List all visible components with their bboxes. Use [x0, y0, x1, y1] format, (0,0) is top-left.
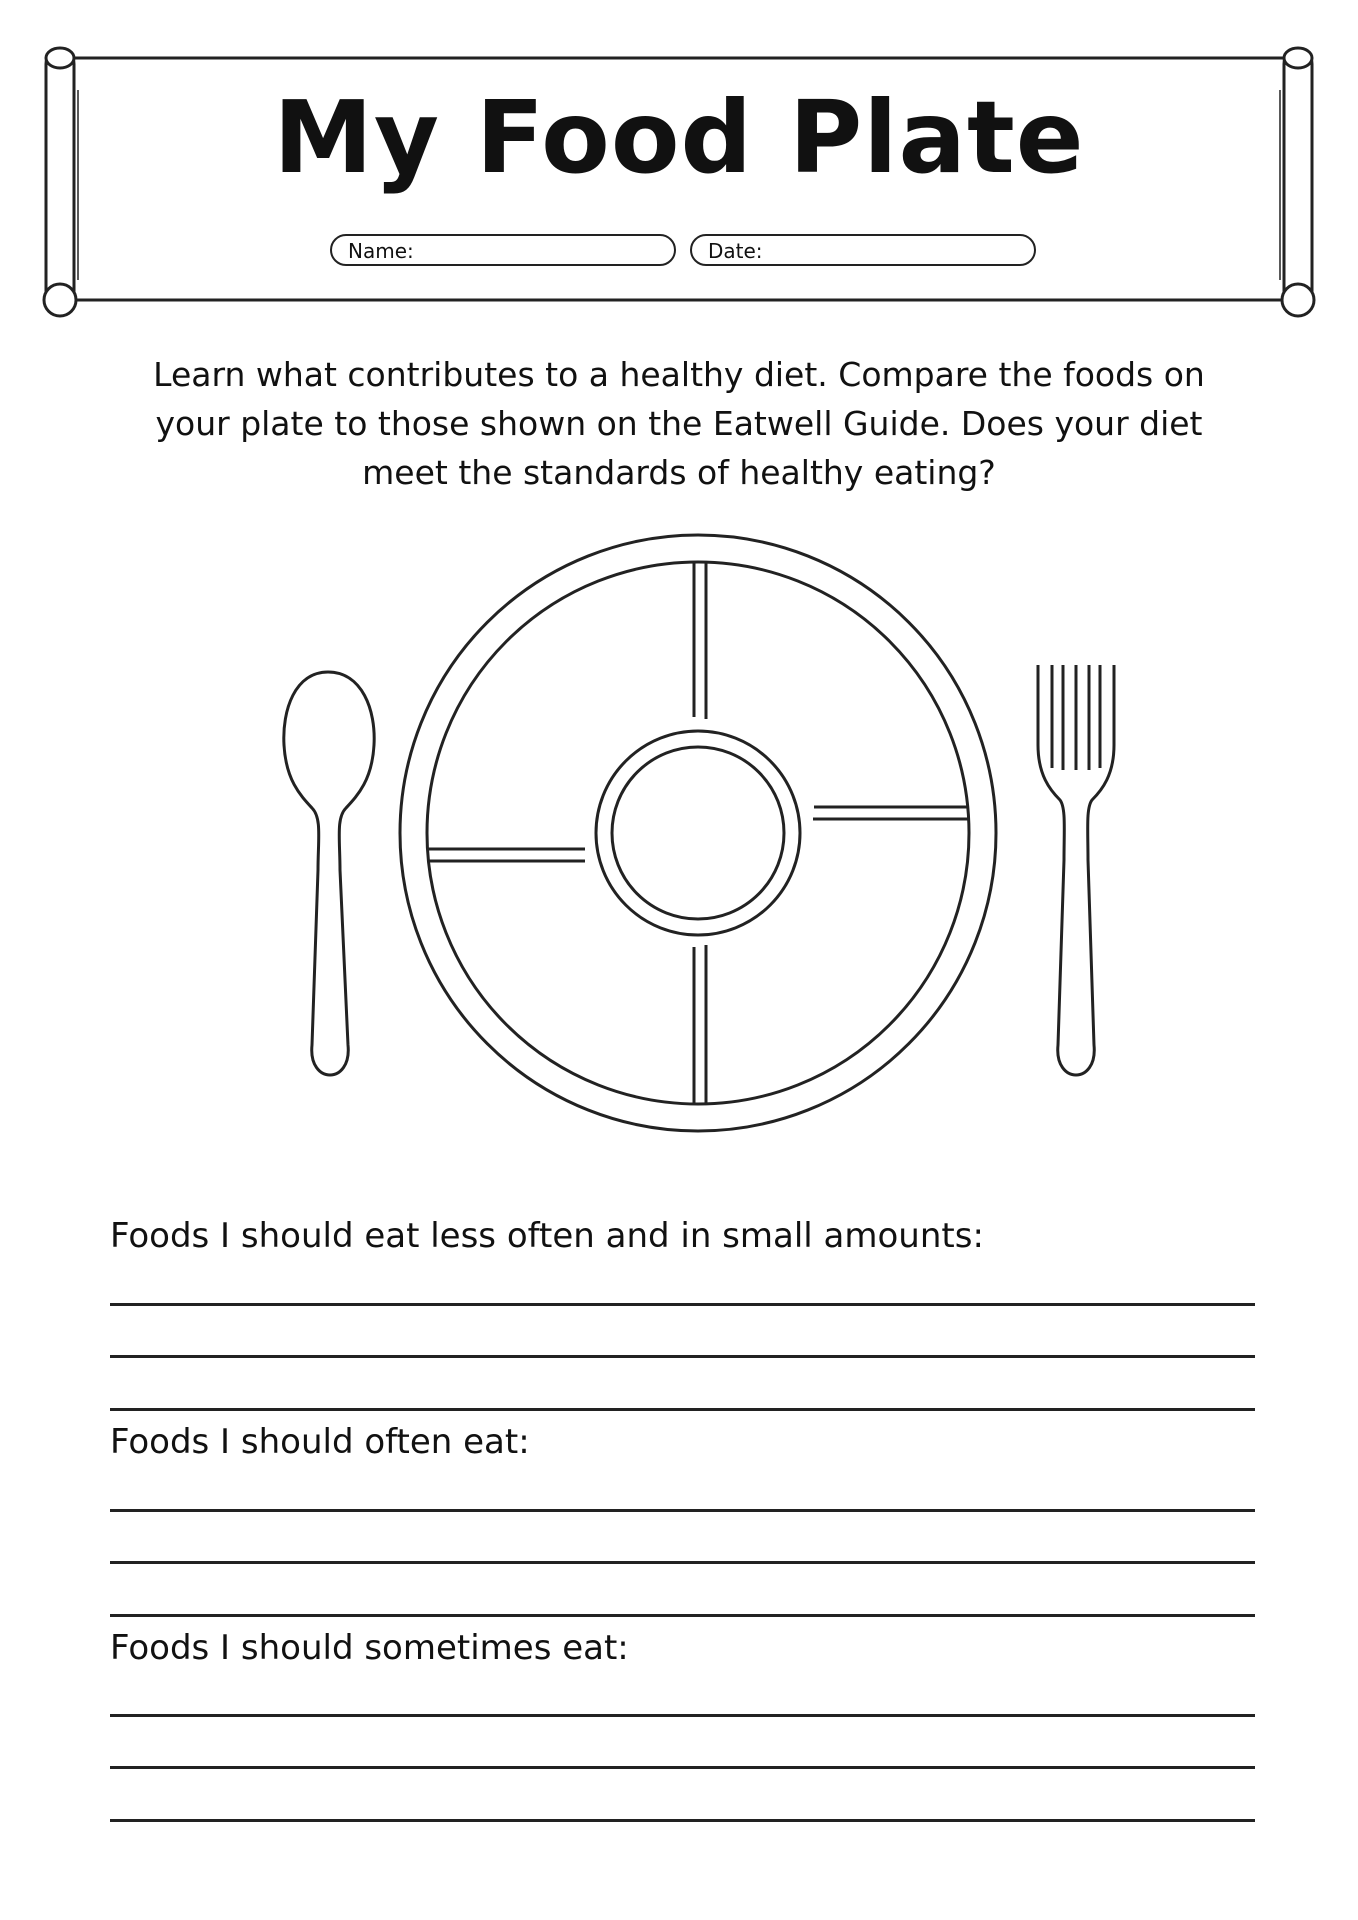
answer-line[interactable] [110, 1408, 1255, 1411]
section-label-less-often: Foods I should eat less often and in small amounts: [110, 1216, 984, 1256]
answer-line[interactable] [110, 1509, 1255, 1512]
answer-line[interactable] [110, 1766, 1255, 1769]
instructions-line: Learn what contributes to a healthy diet. Compare the foods on [153, 355, 1205, 394]
instructions-line: meet the standards of healthy eating? [362, 453, 996, 492]
plate-illustration [0, 510, 1358, 1150]
answer-line[interactable] [110, 1303, 1255, 1306]
section-label-often: Foods I should often eat: [110, 1422, 530, 1462]
instructions [100, 350, 1258, 497]
name-field[interactable] [330, 234, 676, 266]
answer-line[interactable] [110, 1819, 1255, 1822]
date-field[interactable] [690, 234, 1036, 266]
answer-line[interactable] [110, 1614, 1255, 1617]
instructions-line: your plate to those shown on the Eatwell Guide. Does your diet [155, 404, 1203, 443]
fork-icon [1038, 665, 1114, 1075]
name-label: Name: [348, 239, 414, 263]
plate-icon [400, 535, 996, 1131]
date-label: Date: [708, 239, 763, 263]
answer-line[interactable] [110, 1355, 1255, 1358]
spoon-icon [284, 672, 374, 1075]
page-title: My Food Plate [273, 79, 1085, 196]
section-label-sometimes: Foods I should sometimes eat: [110, 1628, 629, 1668]
answer-line[interactable] [110, 1561, 1255, 1564]
answer-line[interactable] [110, 1714, 1255, 1717]
